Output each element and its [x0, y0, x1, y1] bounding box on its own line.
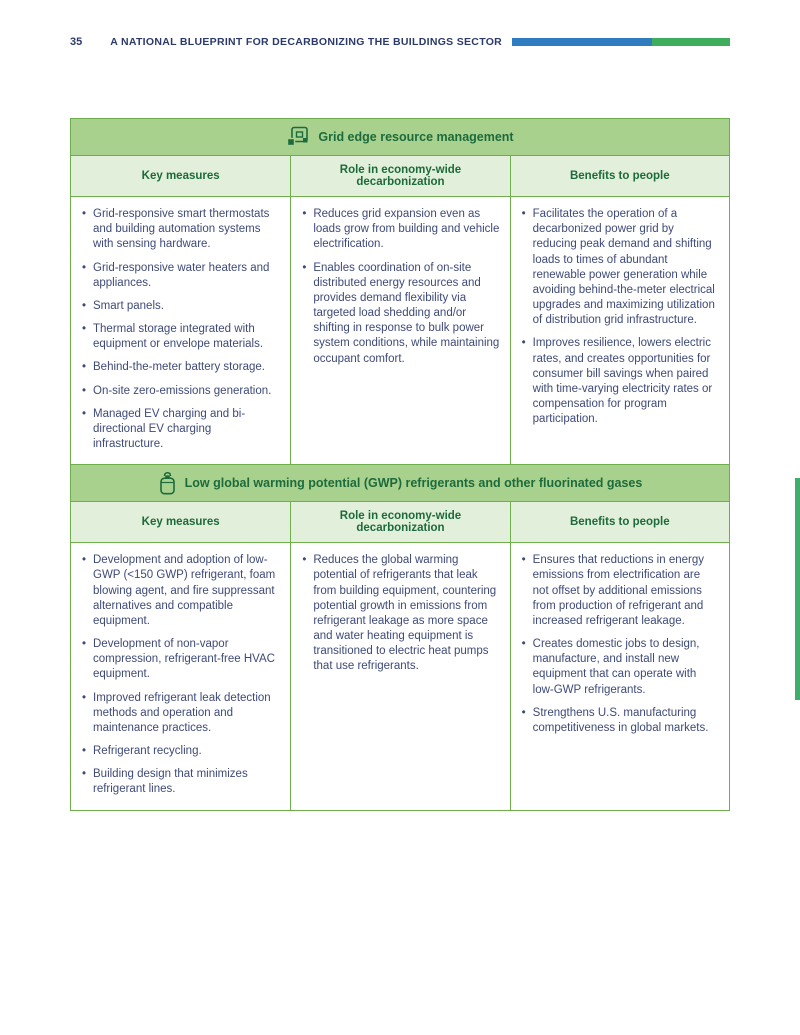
page-header [70, 36, 730, 48]
bullet-item: • Building design that minimizes refrigerant lines. [81, 767, 280, 797]
cell-benefits [510, 197, 729, 464]
bullet-item: • Facilitates the operation of a decarbonized power grid by reducing peak demand and shifting loads to times of abundant renewable power generation while avoiding behind-the-meter electrical upgrades and maximizing utilization of distribution grid infrastructure. [521, 207, 719, 328]
table-title: Grid edge resource management [318, 130, 514, 144]
page-number: 35 [70, 36, 83, 48]
refrigerant-canister-icon [158, 471, 177, 496]
bullet-item: • Development and adoption of low-GWP (<150 GWP) refrigerant, foam blowing agent, and fire suppressant alternatives and compatible equipment. [81, 553, 280, 629]
page-edge-tab [795, 478, 800, 700]
header-rule-green-segment [652, 38, 730, 46]
bullet-item: • Behind-the-meter battery storage. [81, 360, 280, 375]
table-grid-edge-resource-management [70, 118, 730, 465]
role-list [301, 207, 499, 367]
cell-key-measures [71, 543, 290, 809]
cell-benefits [510, 543, 729, 809]
column-header-key-measures: Key measures [141, 170, 220, 182]
column-header-key-measures: Key measures [141, 516, 220, 529]
bullet-item: • Ensures that reductions in energy emissions from electrification are not offset by additional emissions from production of refrigerant and increased refrigerant leakage. [521, 553, 719, 629]
table-low-gwp-refrigerants [70, 464, 730, 810]
bullet-item: • Grid-responsive water heaters and appliances. [81, 261, 280, 291]
bullet-item: • On-site zero-emissions generation. [81, 384, 280, 399]
bullet-item: • Enables coordination of on-site distributed energy resources and provides demand flexibility via targeted load shedding and/or shifting in response to bulk power system conditions, while maintaining occupant comfort. [301, 261, 499, 367]
column-header-role: Role in economy-wide decarbonization [290, 502, 509, 542]
role-list [301, 553, 499, 674]
bullet-item: • Creates domestic jobs to design, manufacture, and install new equipment that can operate with low-GWP refrigerants. [521, 637, 719, 698]
bullet-item: • Improved refrigerant leak detection methods and operation and maintenance practices. [81, 691, 280, 737]
table-body [71, 197, 729, 464]
bullet-item: • Thermal storage integrated with equipment or envelope materials. [81, 322, 280, 352]
benefits-list [521, 207, 719, 427]
grid-edge-icon [286, 126, 310, 148]
header-rule [512, 38, 730, 46]
bullet-item: • Development of non-vapor compression, refrigerant-free HVAC equipment. [81, 637, 280, 683]
bullet-item: • Managed EV charging and bi-directional EV charging infrastructure. [81, 407, 280, 453]
cell-role [290, 543, 509, 809]
column-header-benefits: Benefits to people [510, 502, 729, 542]
table-body [71, 543, 729, 809]
column-header-role: Role in economy-wide decarbonization [290, 156, 509, 196]
benefits-list [521, 553, 719, 736]
bullet-item: • Improves resilience, lowers electric rates, and creates opportunities for consumer bill savings when paired with time-varying electricity rates or compensation for program participation. [521, 336, 719, 427]
cell-role [290, 197, 509, 464]
table-title-row [71, 465, 729, 502]
tables-container [70, 118, 730, 811]
bullet-item: • Reduces the global warming potential of refrigerants that leak from building equipment, countering potential growth in emissions from refrigerant leakage as more space and water heating equipment is transitioned to electric heat pumps that use refrigerants. [301, 553, 499, 674]
table-title: Low global warming potential (GWP) refrigerants and other fluorinated gases [184, 476, 643, 491]
key-measures-list [81, 553, 280, 797]
bullet-item: • Strengthens U.S. manufacturing competitiveness in global markets. [521, 706, 719, 736]
column-header-benefits: Benefits to people [510, 156, 729, 196]
key-measures-list [81, 207, 280, 452]
bullet-item: • Reduces grid expansion even as loads grow from building and vehicle electrification. [301, 207, 499, 253]
table-column-headers [71, 502, 729, 543]
cell-key-measures [71, 197, 290, 464]
bullet-item: • Refrigerant recycling. [81, 744, 280, 759]
table-column-headers [71, 156, 729, 197]
bullet-item: • Smart panels. [81, 299, 280, 314]
table-title-row [71, 119, 729, 156]
header-rule-blue-segment [512, 38, 652, 46]
header-title: A NATIONAL BLUEPRINT FOR DECARBONIZING THE BUILDINGS SECTOR [110, 36, 503, 48]
bullet-item: • Grid-responsive smart thermostats and building automation systems with sensing hardware. [81, 207, 280, 253]
